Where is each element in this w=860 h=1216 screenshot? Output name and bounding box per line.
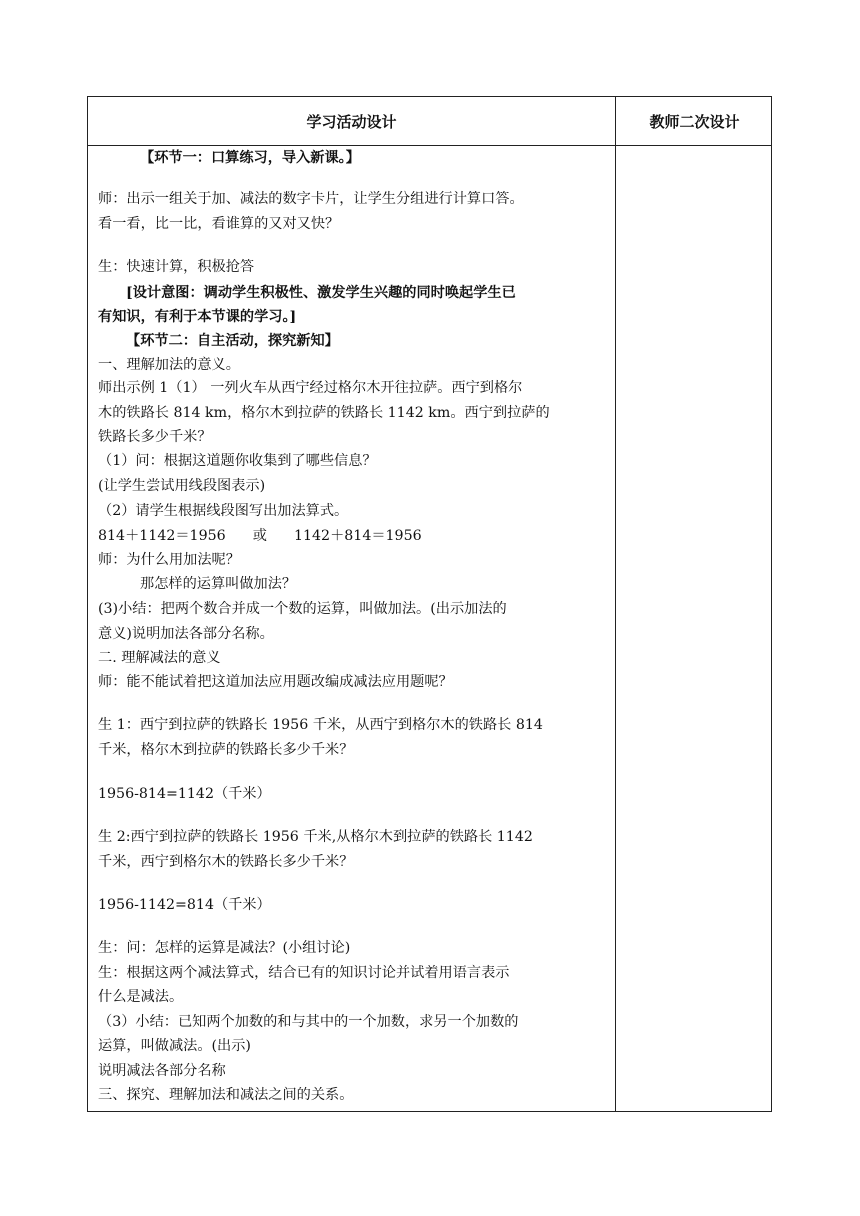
text-line: 木的铁路长 814 km，格尔木到拉萨的铁路长 1142 km。西宁到拉萨的 (98, 405, 550, 421)
column-divider (615, 97, 616, 1111)
header-teacher-redesign: 教师二次设计 (649, 112, 740, 131)
design-intent: [设计意图：调动学生积极性、激发学生兴趣的同时唤起学生已 (126, 285, 516, 301)
text-line: 师：出示一组关于加、减法的数字卡片，让学生分组进行计算口答。 (98, 191, 524, 207)
text-line: 说明减法各部分名称 (98, 1063, 226, 1079)
lesson-design-table (87, 96, 772, 1112)
equation-line: 1956-814=1142（千米） (98, 786, 271, 802)
text-line: 二. 理解减法的意义 (98, 650, 221, 666)
header-activity-design: 学习活动设计 (306, 112, 397, 131)
text-line: （1）问：根据这道题你收集到了哪些信息？ (98, 453, 377, 469)
text-line: 千米，格尔木到拉萨的铁路长多少千米？ (98, 742, 354, 758)
text-line: 生 1：西宁到拉萨的铁路长 1956 千米，从西宁到格尔木的铁路长 814 (98, 717, 543, 733)
text-line: (3)小结：把两个数合并成一个数的运算，叫做加法。(出示加法的 (98, 601, 507, 617)
text-line: 千米，西宁到格尔木的铁路长多少千米？ (98, 854, 354, 870)
text-line: 那怎样的运算叫做加法？ (140, 576, 297, 592)
text-line: （3）小结：已知两个加数的和与其中的一个加数，求另一个加数的 (98, 1014, 519, 1030)
text-line: 师出示例 1（1） 一列火车从西宁经过格尔木开往拉萨。西宁到格尔 (98, 380, 523, 396)
header-divider (88, 145, 771, 146)
text-line: (让学生尝试用线段图表示) (98, 478, 266, 494)
equation-line: 1956-1142=814（千米） (98, 897, 271, 913)
section-heading: 【环节一：口算练习，导入新课。】 (140, 150, 360, 166)
design-intent: 有知识，有利于本节课的学习。] (98, 309, 297, 325)
text-line: 意义)说明加法各部分名称。 (98, 626, 274, 642)
text-line: 三、探究、理解加法和减法之间的关系。 (98, 1087, 354, 1103)
text-line: 运算，叫做减法。(出示) (98, 1038, 251, 1054)
text-line: 生：快速计算，积极抢答 (98, 259, 255, 275)
text-line: 铁路长多少千米？ (98, 429, 212, 445)
text-line: 看一看，比一比，看谁算的又对又快？ (98, 216, 340, 232)
equation-line: 814＋1142＝1956 或 1142＋814＝1956 (98, 528, 422, 544)
text-line: 生 2:西宁到拉萨的铁路长 1956 千米,从格尔木到拉萨的铁路长 1142 (98, 829, 533, 845)
section-heading: 【环节二：自主活动，探究新知】 (126, 333, 339, 349)
text-line: 一、理解加法的意义。 (98, 357, 240, 373)
text-line: 生：问：怎样的运算是减法？(小组讨论) (98, 940, 351, 956)
text-line: 师：为什么用加法呢？ (98, 552, 240, 568)
text-line: （2）请学生根据线段图写出加法算式。 (98, 503, 349, 519)
text-line: 什么是减法。 (98, 989, 184, 1005)
text-line: 生：根据这两个减法算式，结合已有的知识讨论并试着用语言表示 (98, 965, 510, 981)
text-line: 师：能不能试着把这道加法应用题改编成减法应用题呢？ (98, 674, 453, 690)
